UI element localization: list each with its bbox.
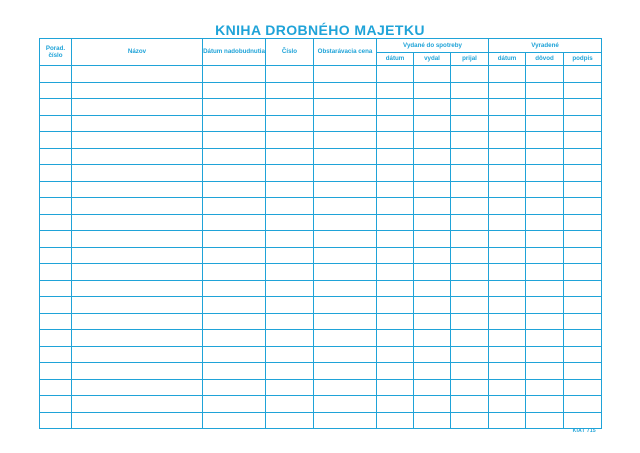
table-row	[40, 264, 602, 281]
table-cell[interactable]	[266, 99, 314, 116]
table-cell[interactable]	[451, 297, 489, 314]
table-cell[interactable]	[266, 379, 314, 396]
table-cell[interactable]	[526, 198, 564, 215]
table-cell[interactable]	[40, 115, 72, 132]
table-cell[interactable]	[314, 148, 377, 165]
table-cell[interactable]	[72, 313, 203, 330]
col-header-nazov: Názov	[72, 39, 203, 66]
table-cell[interactable]	[526, 412, 564, 429]
table-cell[interactable]	[266, 363, 314, 380]
table-cell[interactable]	[564, 297, 602, 314]
table-cell[interactable]	[40, 198, 72, 215]
table-cell[interactable]	[203, 346, 266, 363]
table-cell[interactable]	[451, 363, 489, 380]
table-cell[interactable]	[526, 181, 564, 198]
table-cell[interactable]	[526, 82, 564, 99]
table-row	[40, 198, 602, 215]
col-header-obstaravacia-cena: Obstarávacia cena	[314, 39, 377, 66]
table-cell[interactable]	[314, 231, 377, 248]
table-cell[interactable]	[266, 280, 314, 297]
table-cell[interactable]	[414, 115, 451, 132]
table-cell[interactable]	[526, 280, 564, 297]
table-cell[interactable]	[451, 82, 489, 99]
table-cell[interactable]	[314, 214, 377, 231]
table-cell[interactable]	[40, 247, 72, 264]
table-cell[interactable]	[489, 247, 526, 264]
table-cell[interactable]	[414, 181, 451, 198]
table-cell[interactable]	[414, 297, 451, 314]
table-cell[interactable]	[314, 297, 377, 314]
table-cell[interactable]	[266, 412, 314, 429]
table-cell[interactable]	[72, 412, 203, 429]
col-header-vyradene-datum: dátum	[489, 53, 526, 66]
table-cell[interactable]	[40, 363, 72, 380]
table-cell[interactable]	[564, 264, 602, 281]
table-cell[interactable]	[414, 165, 451, 182]
table-row	[40, 181, 602, 198]
table-cell[interactable]	[203, 214, 266, 231]
table-cell[interactable]	[489, 264, 526, 281]
table-cell[interactable]	[266, 214, 314, 231]
table-cell[interactable]	[314, 198, 377, 215]
table-cell[interactable]	[377, 412, 414, 429]
table-cell[interactable]	[40, 297, 72, 314]
table-cell[interactable]	[266, 264, 314, 281]
table-cell[interactable]	[40, 396, 72, 413]
table-cell[interactable]	[266, 82, 314, 99]
table-cell[interactable]	[203, 231, 266, 248]
table-cell[interactable]	[377, 346, 414, 363]
table-cell[interactable]	[564, 165, 602, 182]
table-row	[40, 412, 602, 429]
table-cell[interactable]	[266, 165, 314, 182]
table-row	[40, 231, 602, 248]
table-row	[40, 214, 602, 231]
table-cell[interactable]	[203, 132, 266, 149]
table-row	[40, 148, 602, 165]
table-row	[40, 330, 602, 347]
table-cell[interactable]	[203, 379, 266, 396]
table-cell[interactable]	[203, 148, 266, 165]
table-cell[interactable]	[377, 82, 414, 99]
table-cell[interactable]	[314, 379, 377, 396]
col-group-vydane-do-spotreby: Vydané do spotreby	[377, 39, 489, 53]
table-cell[interactable]	[203, 66, 266, 83]
table-cell[interactable]	[451, 412, 489, 429]
table-cell[interactable]	[72, 280, 203, 297]
table-cell[interactable]	[72, 346, 203, 363]
table-cell[interactable]	[40, 264, 72, 281]
table-cell[interactable]	[40, 148, 72, 165]
table-cell[interactable]	[414, 214, 451, 231]
table-cell[interactable]	[526, 297, 564, 314]
table-cell[interactable]	[203, 165, 266, 182]
table-cell[interactable]	[489, 313, 526, 330]
table-cell[interactable]	[40, 165, 72, 182]
table-cell[interactable]	[377, 264, 414, 281]
table-cell[interactable]	[203, 297, 266, 314]
table-cell[interactable]	[72, 379, 203, 396]
table-cell[interactable]	[72, 247, 203, 264]
table-cell[interactable]	[377, 297, 414, 314]
table-cell[interactable]	[40, 181, 72, 198]
table-cell[interactable]	[314, 165, 377, 182]
table-cell[interactable]	[564, 313, 602, 330]
table-cell[interactable]	[40, 82, 72, 99]
table-cell[interactable]	[203, 264, 266, 281]
table-cell[interactable]	[564, 412, 602, 429]
table-cell[interactable]	[266, 247, 314, 264]
table-cell[interactable]	[526, 99, 564, 116]
form-code: KIAT 715	[572, 428, 596, 434]
table-cell[interactable]	[314, 115, 377, 132]
table-cell[interactable]	[564, 346, 602, 363]
table-cell[interactable]	[564, 247, 602, 264]
table-cell[interactable]	[40, 346, 72, 363]
table-cell[interactable]	[377, 330, 414, 347]
table-cell[interactable]	[72, 148, 203, 165]
table-cell[interactable]	[564, 231, 602, 248]
table-cell[interactable]	[40, 280, 72, 297]
table-cell[interactable]	[451, 99, 489, 116]
col-header-poradove-cislo: Porad. číslo	[40, 39, 72, 66]
table-cell[interactable]	[377, 181, 414, 198]
table-cell[interactable]	[266, 396, 314, 413]
table-cell[interactable]	[489, 379, 526, 396]
table-cell[interactable]	[40, 330, 72, 347]
table-cell[interactable]	[40, 132, 72, 149]
table-cell[interactable]	[564, 181, 602, 198]
table-cell[interactable]	[489, 148, 526, 165]
table-cell[interactable]	[489, 165, 526, 182]
table-cell[interactable]	[314, 412, 377, 429]
table-cell[interactable]	[564, 115, 602, 132]
table-cell[interactable]	[72, 132, 203, 149]
table-row	[40, 132, 602, 149]
table-cell[interactable]	[526, 313, 564, 330]
table-row	[40, 396, 602, 413]
table-cell[interactable]	[489, 396, 526, 413]
table-cell[interactable]	[489, 181, 526, 198]
table-cell[interactable]	[526, 330, 564, 347]
table-cell[interactable]	[564, 99, 602, 116]
table-cell[interactable]	[564, 148, 602, 165]
table-cell[interactable]	[266, 313, 314, 330]
table-cell[interactable]	[414, 231, 451, 248]
table-cell[interactable]	[564, 198, 602, 215]
table-cell[interactable]	[266, 66, 314, 83]
table-cell[interactable]	[72, 231, 203, 248]
table-cell[interactable]	[314, 66, 377, 83]
table-cell[interactable]	[451, 214, 489, 231]
table-cell[interactable]	[377, 115, 414, 132]
form-title: KNIHA DROBNÉHO MAJETKU	[215, 22, 425, 38]
table-cell[interactable]	[314, 363, 377, 380]
table-cell[interactable]	[40, 99, 72, 116]
table-cell[interactable]	[377, 214, 414, 231]
table-cell[interactable]	[489, 412, 526, 429]
table-cell[interactable]	[451, 346, 489, 363]
table-cell[interactable]	[489, 214, 526, 231]
table-cell[interactable]	[451, 198, 489, 215]
table-cell[interactable]	[489, 363, 526, 380]
table-cell[interactable]	[40, 66, 72, 83]
table-cell[interactable]	[451, 132, 489, 149]
table-cell[interactable]	[489, 297, 526, 314]
table-cell[interactable]	[414, 313, 451, 330]
table-cell[interactable]	[377, 132, 414, 149]
table-cell[interactable]	[40, 313, 72, 330]
col-group-vyradene: Vyradené	[489, 39, 602, 53]
table-cell[interactable]	[564, 379, 602, 396]
table-cell[interactable]	[414, 330, 451, 347]
table-cell[interactable]	[203, 396, 266, 413]
table-cell[interactable]	[451, 247, 489, 264]
table-cell[interactable]	[377, 231, 414, 248]
table-cell[interactable]	[314, 82, 377, 99]
table-cell[interactable]	[414, 379, 451, 396]
table-cell[interactable]	[40, 214, 72, 231]
table-cell[interactable]	[564, 82, 602, 99]
table-cell[interactable]	[414, 280, 451, 297]
table-cell[interactable]	[451, 379, 489, 396]
table-cell[interactable]	[564, 214, 602, 231]
table-cell[interactable]	[72, 363, 203, 380]
table-cell[interactable]	[266, 148, 314, 165]
table-row	[40, 165, 602, 182]
table-cell[interactable]	[72, 181, 203, 198]
table-cell[interactable]	[526, 148, 564, 165]
table-cell[interactable]	[414, 66, 451, 83]
table-cell[interactable]	[377, 396, 414, 413]
col-header-cislo: Číslo	[266, 39, 314, 66]
table-cell[interactable]	[72, 297, 203, 314]
table-cell[interactable]	[266, 181, 314, 198]
table-cell[interactable]	[489, 66, 526, 83]
table-cell[interactable]	[526, 396, 564, 413]
table-cell[interactable]	[266, 198, 314, 215]
table-cell[interactable]	[314, 264, 377, 281]
table-cell[interactable]	[526, 66, 564, 83]
table-cell[interactable]	[40, 379, 72, 396]
table-cell[interactable]	[314, 346, 377, 363]
table-cell[interactable]	[314, 396, 377, 413]
table-cell[interactable]	[377, 313, 414, 330]
table-cell[interactable]	[451, 165, 489, 182]
table-cell[interactable]	[203, 99, 266, 116]
ledger-table	[39, 38, 602, 429]
table-row	[40, 247, 602, 264]
table-cell[interactable]	[377, 198, 414, 215]
table-cell[interactable]	[266, 132, 314, 149]
col-header-vydane-datum: dátum	[377, 53, 414, 66]
table-row	[40, 280, 602, 297]
table-cell[interactable]	[314, 181, 377, 198]
table-cell[interactable]	[203, 330, 266, 347]
table-row	[40, 82, 602, 99]
table-cell[interactable]	[203, 115, 266, 132]
table-cell[interactable]	[414, 99, 451, 116]
table-row	[40, 99, 602, 116]
table-cell[interactable]	[414, 132, 451, 149]
table-cell[interactable]	[451, 181, 489, 198]
table-cell[interactable]	[526, 214, 564, 231]
table-cell[interactable]	[203, 247, 266, 264]
table-cell[interactable]	[203, 363, 266, 380]
table-cell[interactable]	[203, 198, 266, 215]
table-cell[interactable]	[564, 363, 602, 380]
table-cell[interactable]	[526, 132, 564, 149]
table-cell[interactable]	[314, 99, 377, 116]
table-row	[40, 363, 602, 380]
col-header-vydal: vydal	[414, 53, 451, 66]
table-cell[interactable]	[72, 198, 203, 215]
table-cell[interactable]	[40, 231, 72, 248]
table-cell[interactable]	[414, 148, 451, 165]
col-header-datum-nadobudnutia: Dátum nadobudnutia	[203, 39, 266, 66]
col-header-podpis: podpis	[564, 53, 602, 66]
table-cell[interactable]	[489, 231, 526, 248]
table-cell[interactable]	[266, 115, 314, 132]
col-header-dovod: dôvod	[526, 53, 564, 66]
table-cell[interactable]	[451, 231, 489, 248]
ledger-body	[40, 66, 602, 429]
table-cell[interactable]	[414, 247, 451, 264]
table-cell[interactable]	[451, 396, 489, 413]
table-cell[interactable]	[489, 346, 526, 363]
table-cell[interactable]	[489, 82, 526, 99]
table-cell[interactable]	[564, 330, 602, 347]
table-cell[interactable]	[414, 264, 451, 281]
table-cell[interactable]	[526, 115, 564, 132]
table-cell[interactable]	[203, 280, 266, 297]
table-cell[interactable]	[564, 396, 602, 413]
table-cell[interactable]	[414, 412, 451, 429]
table-cell[interactable]	[489, 115, 526, 132]
table-row	[40, 115, 602, 132]
table-cell[interactable]	[72, 214, 203, 231]
table-cell[interactable]	[451, 115, 489, 132]
table-cell[interactable]	[564, 132, 602, 149]
table-cell[interactable]	[72, 264, 203, 281]
table-cell[interactable]	[203, 313, 266, 330]
table-cell[interactable]	[72, 99, 203, 116]
table-cell[interactable]	[377, 247, 414, 264]
table-row	[40, 66, 602, 83]
table-cell[interactable]	[72, 330, 203, 347]
table-cell[interactable]	[414, 82, 451, 99]
table-cell[interactable]	[72, 82, 203, 99]
table-cell[interactable]	[377, 66, 414, 83]
table-cell[interactable]	[414, 363, 451, 380]
table-cell[interactable]	[526, 264, 564, 281]
table-cell[interactable]	[451, 66, 489, 83]
table-row	[40, 346, 602, 363]
table-cell[interactable]	[314, 313, 377, 330]
table-cell[interactable]	[314, 132, 377, 149]
table-cell[interactable]	[377, 363, 414, 380]
table-cell[interactable]	[203, 82, 266, 99]
table-row	[40, 379, 602, 396]
table-cell[interactable]	[314, 330, 377, 347]
table-cell[interactable]	[266, 297, 314, 314]
table-cell[interactable]	[489, 330, 526, 347]
table-cell[interactable]	[414, 346, 451, 363]
table-cell[interactable]	[526, 165, 564, 182]
table-cell[interactable]	[314, 247, 377, 264]
table-cell[interactable]	[40, 412, 72, 429]
table-cell[interactable]	[377, 165, 414, 182]
col-header-prijal: prijal	[451, 53, 489, 66]
table-cell[interactable]	[451, 330, 489, 347]
table-cell[interactable]	[377, 280, 414, 297]
table-cell[interactable]	[526, 346, 564, 363]
table-cell[interactable]	[451, 148, 489, 165]
table-cell[interactable]	[451, 264, 489, 281]
table-cell[interactable]	[489, 132, 526, 149]
table-cell[interactable]	[314, 280, 377, 297]
table-cell[interactable]	[72, 66, 203, 83]
table-cell[interactable]	[72, 115, 203, 132]
table-cell[interactable]	[489, 99, 526, 116]
table-cell[interactable]	[489, 280, 526, 297]
table-cell[interactable]	[526, 247, 564, 264]
table-cell[interactable]	[414, 198, 451, 215]
table-cell[interactable]	[526, 363, 564, 380]
table-cell[interactable]	[526, 231, 564, 248]
table-cell[interactable]	[489, 198, 526, 215]
table-cell[interactable]	[564, 280, 602, 297]
table-cell[interactable]	[266, 346, 314, 363]
table-cell[interactable]	[377, 148, 414, 165]
table-cell[interactable]	[414, 396, 451, 413]
table-cell[interactable]	[451, 313, 489, 330]
table-cell[interactable]	[72, 165, 203, 182]
table-cell[interactable]	[72, 396, 203, 413]
table-cell[interactable]	[377, 99, 414, 116]
table-cell[interactable]	[451, 280, 489, 297]
table-cell[interactable]	[377, 379, 414, 396]
table-cell[interactable]	[266, 330, 314, 347]
table-row	[40, 297, 602, 314]
table-row	[40, 313, 602, 330]
table-cell[interactable]	[266, 231, 314, 248]
table-cell[interactable]	[203, 412, 266, 429]
table-cell[interactable]	[564, 66, 602, 83]
table-cell[interactable]	[526, 379, 564, 396]
table-cell[interactable]	[203, 181, 266, 198]
